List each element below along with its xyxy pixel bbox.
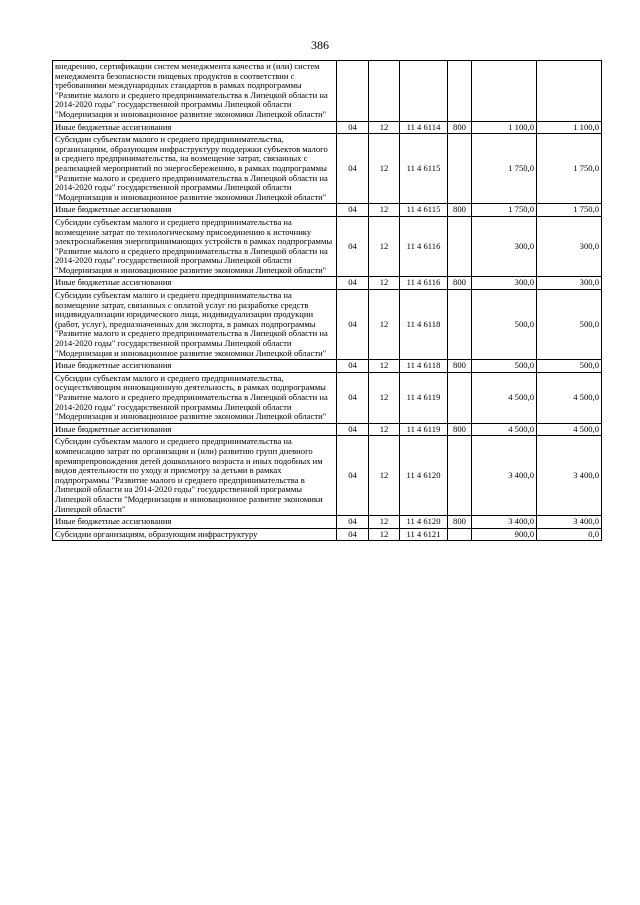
amount-cell-2: 4 500,0 <box>537 372 602 423</box>
budget-table <box>52 60 602 541</box>
table-row <box>53 372 602 423</box>
section-cell <box>337 61 369 122</box>
expense-name-cell: Субсидии субъектам малого и среднего предпринимательства на возмещение затрат, связанных с оплатой услуг по разработке средств индивидуализации юридического лица, индивидуализации продукции (работ, услуг), предназначенных для экспорта, в рамках подпрограммы "Развитие малого и среднего предпринимательства в Липецкой области на 2014-2020 годы" государственной программы Липецкой области "Модернизация и инновационное развитие экономики Липецкой области" <box>53 290 337 360</box>
amount-cell-2: 500,0 <box>537 290 602 360</box>
expense-type-cell <box>448 216 472 277</box>
section-cell: 04 <box>337 436 369 516</box>
subsection-cell: 12 <box>369 134 400 204</box>
expense-name-cell: Иные бюджетные ассигнования <box>53 121 337 134</box>
expense-name-cell: Иные бюджетные ассигнования <box>53 360 337 373</box>
target-article-cell: 11 4 6114 <box>400 121 448 134</box>
section-cell: 04 <box>337 121 369 134</box>
table-row <box>53 423 602 436</box>
target-article-cell: 11 4 6115 <box>400 134 448 204</box>
target-article-cell: 11 4 6116 <box>400 277 448 290</box>
expense-name-cell: Субсидии субъектам малого и среднего предпринимательства на компенсацию затрат по организации и (или) развитию групп дневного времяпрепровождения детей дошкольного возраста и иных подобных им видов деятельности по уходу и присмотру за детьми в рамках подпрограммы "Развитие малого и среднего предпринимательства в Липецкой области на 2014-2020 годы" государственной программы Липецкой области "Модернизация и инновационное развитие экономики Липецкой области" <box>53 436 337 516</box>
expense-type-cell <box>448 61 472 122</box>
expense-name-cell: Иные бюджетные ассигнования <box>53 277 337 290</box>
expense-type-cell <box>448 372 472 423</box>
amount-cell-2: 500,0 <box>537 360 602 373</box>
amount-cell-2: 300,0 <box>537 277 602 290</box>
subsection-cell: 12 <box>369 204 400 217</box>
amount-cell: 500,0 <box>472 360 537 373</box>
expense-name-cell: Иные бюджетные ассигнования <box>53 204 337 217</box>
amount-cell: 3 400,0 <box>472 516 537 529</box>
target-article-cell: 11 4 6118 <box>400 290 448 360</box>
amount-cell-2: 1 750,0 <box>537 204 602 217</box>
target-article-cell: 11 4 6115 <box>400 204 448 217</box>
amount-cell: 300,0 <box>472 277 537 290</box>
section-cell: 04 <box>337 516 369 529</box>
subsection-cell: 12 <box>369 216 400 277</box>
target-article-cell: 11 4 6120 <box>400 516 448 529</box>
amount-cell: 4 500,0 <box>472 423 537 436</box>
expense-type-cell <box>448 290 472 360</box>
section-cell: 04 <box>337 528 369 541</box>
amount-cell-2: 4 500,0 <box>537 423 602 436</box>
expense-type-cell: 800 <box>448 121 472 134</box>
expense-type-cell: 800 <box>448 516 472 529</box>
amount-cell-2: 3 400,0 <box>537 516 602 529</box>
budget-table-body <box>53 61 602 541</box>
subsection-cell <box>369 61 400 122</box>
expense-name-cell: Иные бюджетные ассигнования <box>53 516 337 529</box>
amount-cell: 1 100,0 <box>472 121 537 134</box>
table-row <box>53 61 602 122</box>
table-row <box>53 134 602 204</box>
section-cell: 04 <box>337 360 369 373</box>
expense-type-cell: 800 <box>448 423 472 436</box>
amount-cell-2: 0,0 <box>537 528 602 541</box>
expense-name-cell: Субсидии субъектам малого и среднего предпринимательства на возмещение затрат по технологическому присоединению к источнику электроснабжения энергопринимающих устройств в рамках подпрограммы "Развитие малого и среднего предпринимательства в Липецкой области на 2014-2020 годы" государственной программы Липецкой области "Модернизация и инновационное развитие экономики Липецкой области" <box>53 216 337 277</box>
subsection-cell: 12 <box>369 277 400 290</box>
amount-cell-2: 1 100,0 <box>537 121 602 134</box>
table-row <box>53 204 602 217</box>
amount-cell-2 <box>537 61 602 122</box>
page-number: 386 <box>311 38 329 52</box>
table-row <box>53 360 602 373</box>
subsection-cell: 12 <box>369 121 400 134</box>
subsection-cell: 12 <box>369 516 400 529</box>
amount-cell-2: 1 750,0 <box>537 134 602 204</box>
subsection-cell: 12 <box>369 372 400 423</box>
section-cell: 04 <box>337 290 369 360</box>
expense-name-cell: Субсидии организациям, образующим инфраструктуру <box>53 528 337 541</box>
subsection-cell: 12 <box>369 528 400 541</box>
amount-cell: 3 400,0 <box>472 436 537 516</box>
subsection-cell: 12 <box>369 360 400 373</box>
amount-cell: 300,0 <box>472 216 537 277</box>
expense-name-cell: внедрению, сертификации систем менеджмента качества и (или) систем менеджмента безопасности пищевых продуктов в соответствии с требованиями международных стандартов в рамках подпрограммы "Развитие малого и среднего предпринимательства в Липецкой области на 2014-2020 годы" государственной программы Липецкой области "Модернизация и инновационное развитие экономики Липецкой области" <box>53 61 337 122</box>
table-row <box>53 216 602 277</box>
amount-cell: 1 750,0 <box>472 134 537 204</box>
expense-type-cell: 800 <box>448 360 472 373</box>
target-article-cell: 11 4 6119 <box>400 372 448 423</box>
amount-cell-2: 300,0 <box>537 216 602 277</box>
expense-name-cell: Субсидии субъектам малого и среднего предпринимательства, организациям, образующим инфраструктуру поддержки субъектов малого и среднего предпринимательства, на возмещение затрат, связанных с реализацией мероприятий по энергосбережению, в рамках подпрограммы "Развитие малого и среднего предпринимательства в Липецкой области на 2014-2020 годы" государственной программы Липецкой области "Модернизация и инновационное развитие экономики Липецкой области" <box>53 134 337 204</box>
expense-type-cell <box>448 528 472 541</box>
expense-type-cell <box>448 436 472 516</box>
expense-type-cell: 800 <box>448 204 472 217</box>
subsection-cell: 12 <box>369 423 400 436</box>
target-article-cell: 11 4 6121 <box>400 528 448 541</box>
table-row <box>53 277 602 290</box>
target-article-cell: 11 4 6118 <box>400 360 448 373</box>
amount-cell <box>472 61 537 122</box>
subsection-cell: 12 <box>369 436 400 516</box>
expense-name-cell: Субсидии субъектам малого и среднего предпринимательства, осуществляющим инновационную деятельность, в рамках подпрограммы "Развитие малого и среднего предпринимательства в Липецкой области на 2014-2020 годы" государственной программы Липецкой области "Модернизация и инновационное развитие экономики Липецкой области" <box>53 372 337 423</box>
section-cell: 04 <box>337 277 369 290</box>
amount-cell: 900,0 <box>472 528 537 541</box>
section-cell: 04 <box>337 204 369 217</box>
target-article-cell: 11 4 6120 <box>400 436 448 516</box>
table-row <box>53 290 602 360</box>
section-cell: 04 <box>337 423 369 436</box>
expense-type-cell <box>448 134 472 204</box>
table-row <box>53 436 602 516</box>
table-row <box>53 516 602 529</box>
section-cell: 04 <box>337 216 369 277</box>
expense-type-cell: 800 <box>448 277 472 290</box>
section-cell: 04 <box>337 372 369 423</box>
table-row <box>53 121 602 134</box>
section-cell: 04 <box>337 134 369 204</box>
target-article-cell: 11 4 6116 <box>400 216 448 277</box>
expense-name-cell: Иные бюджетные ассигнования <box>53 423 337 436</box>
amount-cell: 1 750,0 <box>472 204 537 217</box>
target-article-cell <box>400 61 448 122</box>
amount-cell-2: 3 400,0 <box>537 436 602 516</box>
subsection-cell: 12 <box>369 290 400 360</box>
amount-cell: 500,0 <box>472 290 537 360</box>
table-row <box>53 528 602 541</box>
target-article-cell: 11 4 6119 <box>400 423 448 436</box>
amount-cell: 4 500,0 <box>472 372 537 423</box>
